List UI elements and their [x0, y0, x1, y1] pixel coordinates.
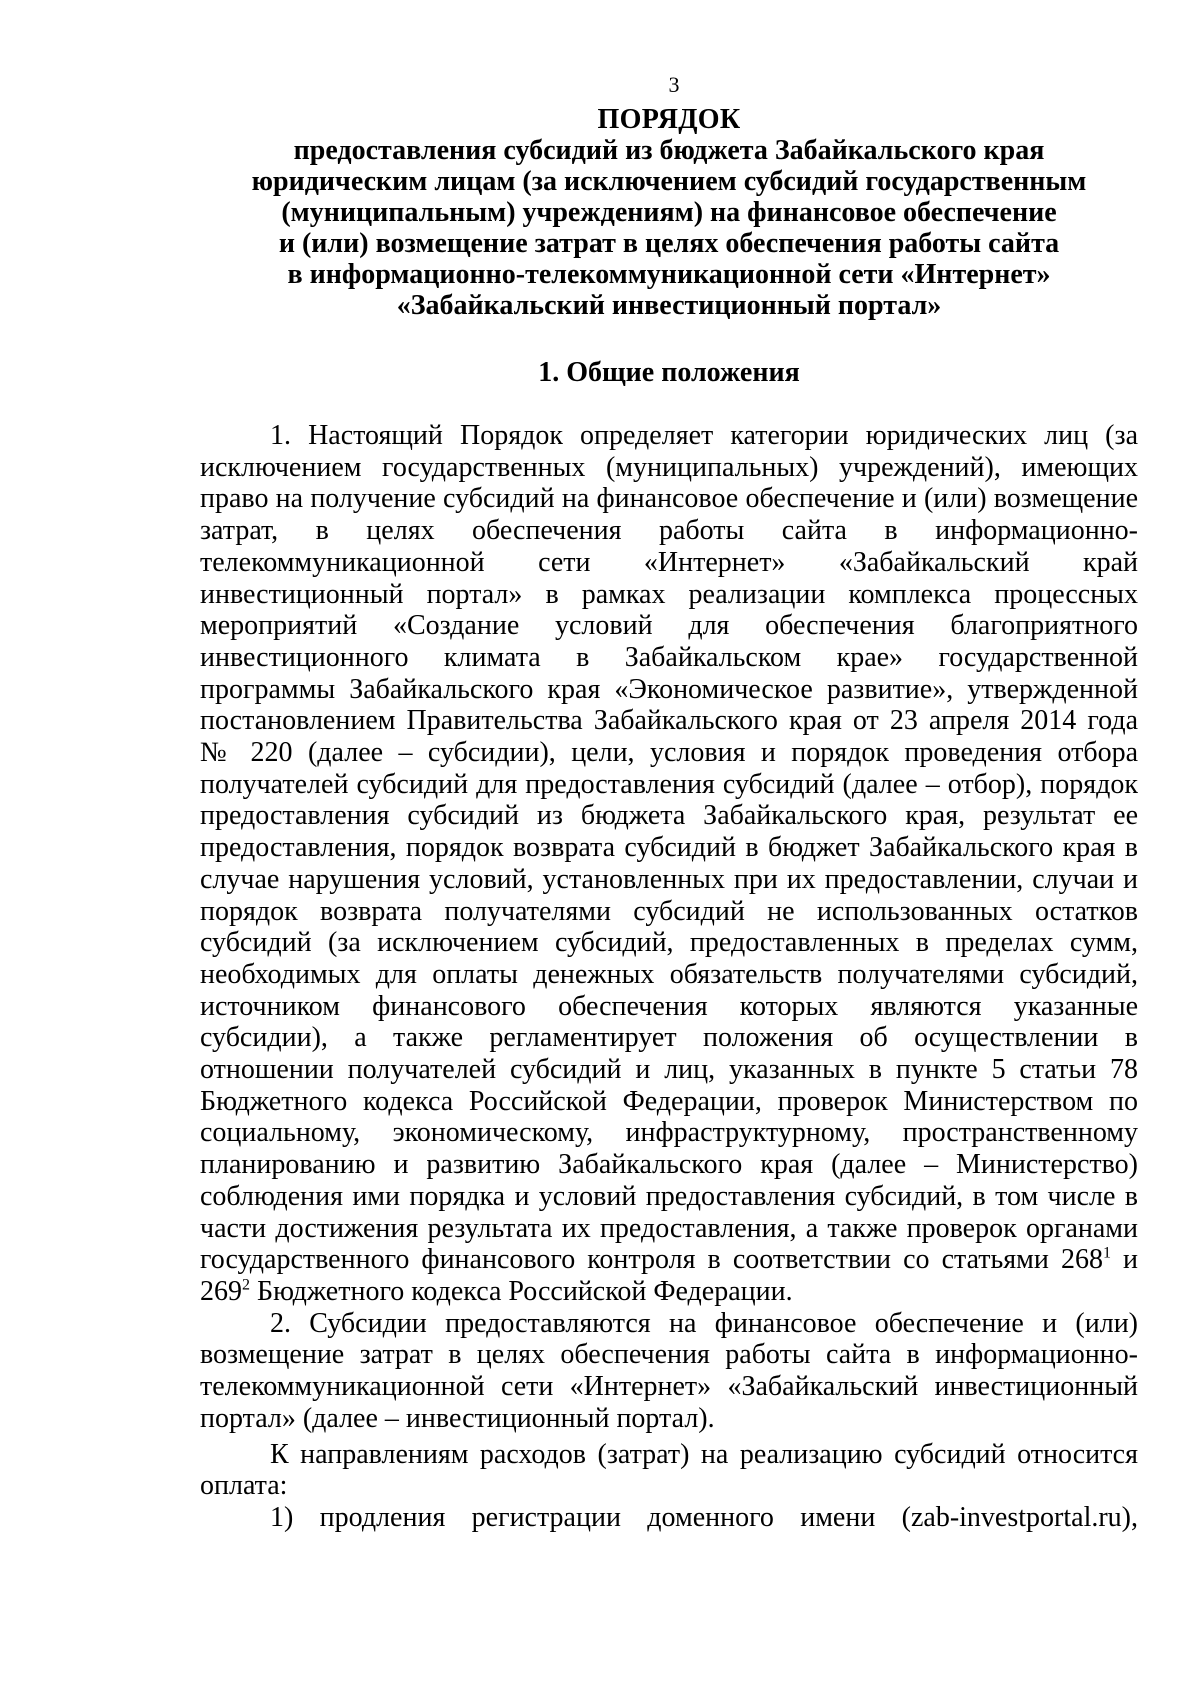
document-title: ПОРЯДОК [597, 104, 741, 135]
paragraph-1-between: и 269 [200, 1244, 1138, 1307]
superscript-2: 2 [242, 1276, 250, 1294]
superscript-1: 1 [1102, 1244, 1111, 1262]
paragraph-2: 2. Субсидии предоставляются на финансовое обеспечение и (или) возмещение затрат в целях обеспечения работы сайта в информационно-телекоммуникационной сети «Интернет» «Забайкальский инвестиционный портал» (далее – инвестиционный портал). [200, 1307, 1138, 1434]
paragraph-1-end: Бюджетного кодекса Российской Федерации. [250, 1275, 793, 1307]
paragraph-4: 1) продления регистрации доменного имени (zab-investportal.ru), [270, 1501, 1138, 1533]
paragraph-1 [200, 420, 1138, 1308]
paragraph-1-text: 1. Настоящий Порядок определяет категории юридических лиц (за исключением государственных (муниципальных) учреждений), имеющих право на получение субсидий на финансовое обеспечение и (или) возмещение затрат, в целях обеспечения работы сайта в информационно-телекоммуникационной сети «Интернет» «Забайкальский край инвестиционный портал» в рамках реализации комплекса процессных мероприятий «Создание условий для обеспечения благоприятного инвестиционного климата в Забайкальском крае» государственной программы Забайкальского края «Экономическое развитие», утвержденной постановлением Правительства Забайкальского края от 23 апреля 2014 года № 220 (далее – субсидии), цели, условия и порядок проведения отбора получателей субсидий для предоставления субсидий (далее – отбор), порядок предоставления субсидий из бюджета Забайкальского края, результат ее предоставления, порядок возврата субсидий в бюджет Забайкальского края в случае нарушения условий, установленных при их предоставлении, случаи и порядок возврата получателями субсидий не использованных остатков субсидий (за исключением субсидий, предоставленных в пределах сумм, необходимых для оплаты денежных обязательств получателями субсидий, источником финансового обеспечения которых являются указанные субсидии), а также регламентирует положения об осуществлении в отношении получателей субсидий и лиц, указанных в пункте 5 статьи 78 Бюджетного кодекса Российской Федерации, проверок Министерством по социальному, экономическому, инфраструктурному, пространственному планированию и развитию Забайкальского края (далее – Министерство) соблюдения ими порядка и условий предоставления субсидий, в том числе в части достижения результата их предоставления, а также проверок органами государственного финансового контроля в соответствии со статьями 268 [200, 420, 1138, 1276]
document-subtitle: предоставления субсидий из бюджета Забайкальского края юридическим лицам (за исключением субсидий государственным (муниципальным) учреждениям) на финансовое обеспечение и (или) возмещение затрат в целях обеспечения работы сайта в информационно-телекоммуникационной сети «Интернет» «Забайкальский инвестиционный портал» [251, 135, 1087, 321]
document-page [200, 70, 1138, 1534]
page-number: 3 [668, 72, 680, 97]
paragraph-3: К направлениям расходов (затрат) на реализацию субсидий относится оплата: [200, 1438, 1138, 1502]
section-heading-general-provisions: 1. Общие положения [538, 357, 800, 388]
